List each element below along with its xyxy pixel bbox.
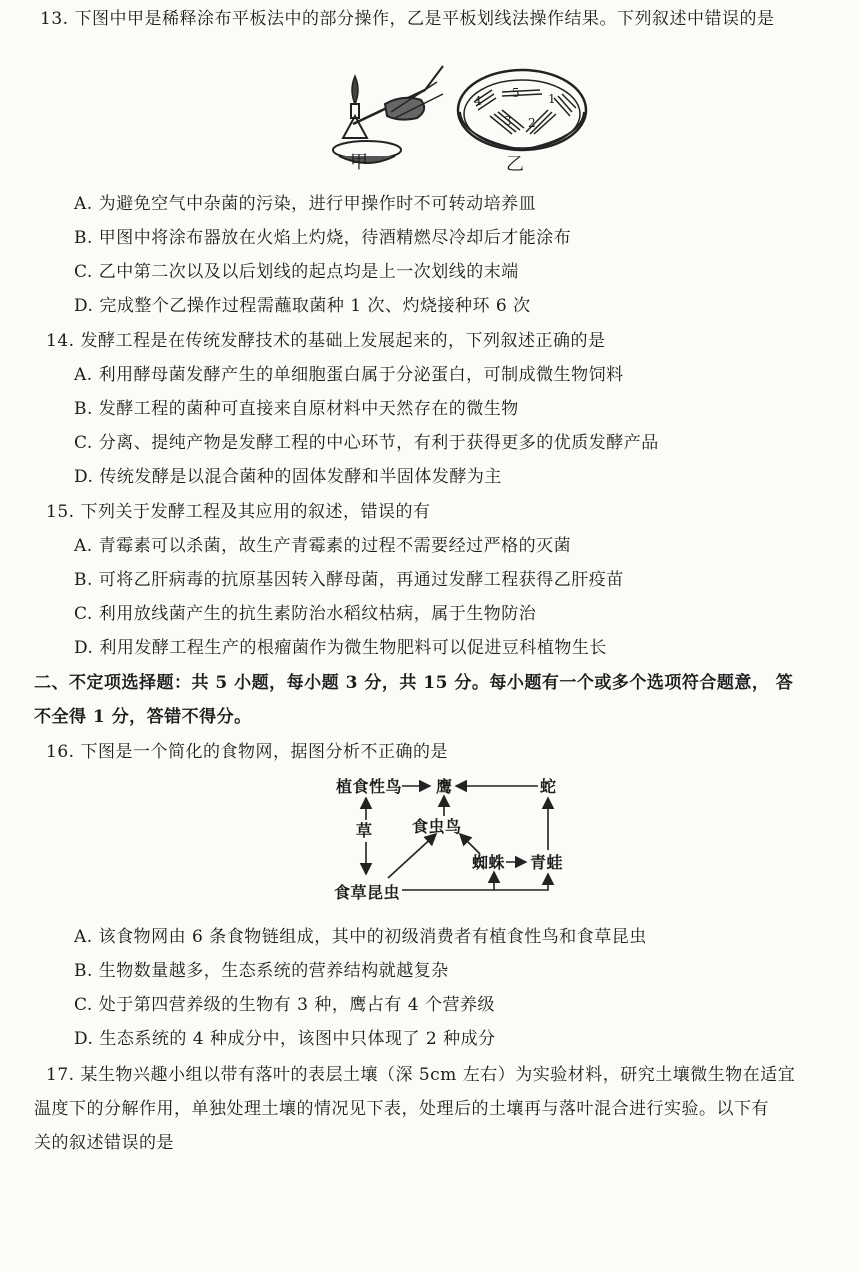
q15-option-a: A. 青霉素可以杀菌，故生产青霉素的过程不需要经过严格的灭菌 <box>74 536 572 556</box>
food-web-insect: 食草昆虫 <box>334 883 401 902</box>
plate-number-4: 4 <box>474 94 483 108</box>
q14-option-d: D. 传统发酵是以混合菌种的固体发酵和半固体发酵为主 <box>74 467 502 487</box>
q14-option-c: C. 分离、提纯产物是发酵工程的中心环节，有利于获得更多的优质发酵产品 <box>74 433 659 453</box>
q16-option-b: B. 生物数量越多，生态系统的营养结构就越复杂 <box>74 961 449 981</box>
q14-option-a: A. 利用酵母菌发酵产生的单细胞蛋白属于分泌蛋白，可制成微生物饲料 <box>74 365 624 385</box>
q13-option-d: D. 完成整个乙操作过程需蘸取菌种 1 次、灼烧接种环 6 次 <box>74 296 531 316</box>
food-web-frog: 青蛙 <box>530 853 564 872</box>
q15-option-c: C. 利用放线菌产生的抗生素防治水稻纹枯病，属于生物防治 <box>74 604 537 624</box>
q16-option-a: A. 该食物网由 6 条食物链组成，其中的初级消费者有植食性鸟和食草昆虫 <box>74 927 647 947</box>
figure-label-yi: 乙 <box>506 154 525 175</box>
q13-option-c: C. 乙中第二次以及以后划线的起点均是上一次划线的末端 <box>74 262 519 282</box>
q17-stem-line3: 关的叙述错误的是 <box>34 1133 174 1153</box>
food-web-grass: 草 <box>356 821 373 840</box>
plate-number-5: 5 <box>512 86 521 100</box>
q16-option-d: D. 生态系统的 4 种成分中，该图中只体现了 2 种成分 <box>74 1029 496 1049</box>
food-web-herbivorous-bird: 植食性鸟 <box>336 777 403 796</box>
section2-heading: 二、不定项选择题：共 5 小题，每小题 3 分，共 15 分。每小题有一个或多个选项符合题意， 答 <box>34 673 794 693</box>
q17-stem-line1: 17. 某生物兴趣小组以带有落叶的表层土壤（深 5cm 左右）为实验材料，研究土壤微生物在适宜 <box>46 1065 796 1085</box>
food-web-snake: 蛇 <box>540 777 557 796</box>
section2-scoring-rule: 不全得 1 分，答错不得分。 <box>34 707 252 727</box>
q16-stem: 16. 下图是一个简化的食物网，据图分析不正确的是 <box>46 742 448 762</box>
q15-option-d: D. 利用发酵工程生产的根瘤菌作为微生物肥料可以促进豆科植物生长 <box>74 638 607 658</box>
food-web-insectivorous-bird: 食虫鸟 <box>412 817 462 836</box>
q16-option-c: C. 处于第四营养级的生物有 3 种，鹰占有 4 个营养级 <box>74 995 495 1015</box>
plate-number-2: 2 <box>528 116 537 130</box>
q13-stem: 13. 下图中甲是稀释涂布平板法中的部分操作，乙是平板划线法操作结果。下列叙述中错误的是 <box>40 9 775 29</box>
q14-stem: 14. 发酵工程是在传统发酵技术的基础上发展起来的，下列叙述正确的是 <box>46 331 606 351</box>
q17-stem-line2: 温度下的分解作用，单独处理土壤的情况见下表，处理后的土壤再与落叶混合进行实验。以下有 <box>34 1099 769 1119</box>
spreader-sterilization-figure <box>325 46 455 176</box>
plate-number-1: 1 <box>548 92 557 106</box>
figure-label-jia: 甲 <box>350 152 369 173</box>
plate-number-3: 3 <box>504 114 513 128</box>
food-web-spider: 蜘蛛 <box>472 853 506 872</box>
q15-option-b: B. 可将乙肝病毒的抗原基因转入酵母菌，再通过发酵工程获得乙肝疫苗 <box>74 570 624 590</box>
q13-option-a: A. 为避免空气中杂菌的污染，进行甲操作时不可转动培养皿 <box>74 194 537 214</box>
food-web-eagle: 鹰 <box>436 777 453 796</box>
q13-option-b: B. 甲图中将涂布器放在火焰上灼烧，待酒精燃尽冷却后才能涂布 <box>74 228 572 248</box>
q15-stem: 15. 下列关于发酵工程及其应用的叙述，错误的有 <box>46 502 431 522</box>
q14-option-b: B. 发酵工程的菌种可直接来自原材料中天然存在的微生物 <box>74 399 519 419</box>
